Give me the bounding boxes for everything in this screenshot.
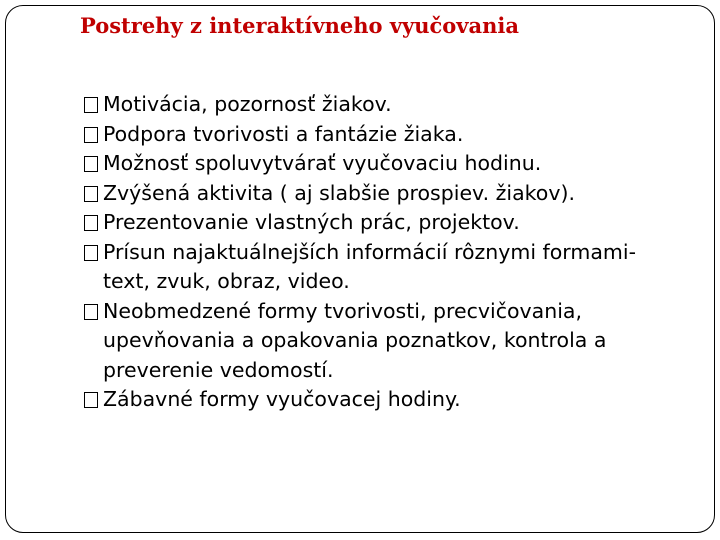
empty-square-icon: [84, 304, 98, 320]
bullet-item: [84, 297, 684, 386]
bullet-text: Možnosť spoluvytvárať vyučovaciu hodinu.: [103, 151, 542, 175]
bullet-item: [84, 120, 684, 150]
bullet-list: [84, 90, 684, 415]
empty-square-icon: [84, 156, 98, 172]
bullet-text: Motivácia, pozornosť žiakov.: [103, 92, 392, 116]
bullet-item: [84, 238, 684, 297]
empty-square-icon: [84, 127, 98, 143]
bullet-item: [84, 149, 684, 179]
bullet-text: Podpora tvorivosti a fantázie žiaka.: [103, 121, 464, 146]
bullet-item: [84, 385, 684, 415]
bullet-item: [84, 208, 684, 238]
bullet-item: [84, 90, 684, 120]
empty-square-icon: [84, 245, 98, 261]
bullet-text: Zábavné formy vyučovacej hodiny.: [103, 387, 461, 411]
slide-title: Postrehy z interaktívneho vyučovania: [80, 13, 519, 38]
empty-square-icon: [84, 215, 98, 231]
empty-square-icon: [84, 392, 98, 408]
empty-square-icon: [84, 186, 98, 202]
empty-square-icon: [84, 97, 98, 113]
bullet-text: Neobmedzené formy tvorivosti, precvičovania, upevňovania a opakovania poznatkov, kontrola a preverenie vedomostí.: [103, 298, 607, 382]
bullet-item: [84, 179, 684, 209]
bullet-text: Prísun najaktuálnejších informácií rôznymi formami- text, zvuk, obraz, video.: [103, 239, 636, 293]
bullet-text: Prezentovanie vlastných prác, projektov.: [103, 210, 520, 234]
bullet-text: Zvýšená aktivita ( aj slabšie prospiev. žiakov).: [103, 180, 575, 205]
